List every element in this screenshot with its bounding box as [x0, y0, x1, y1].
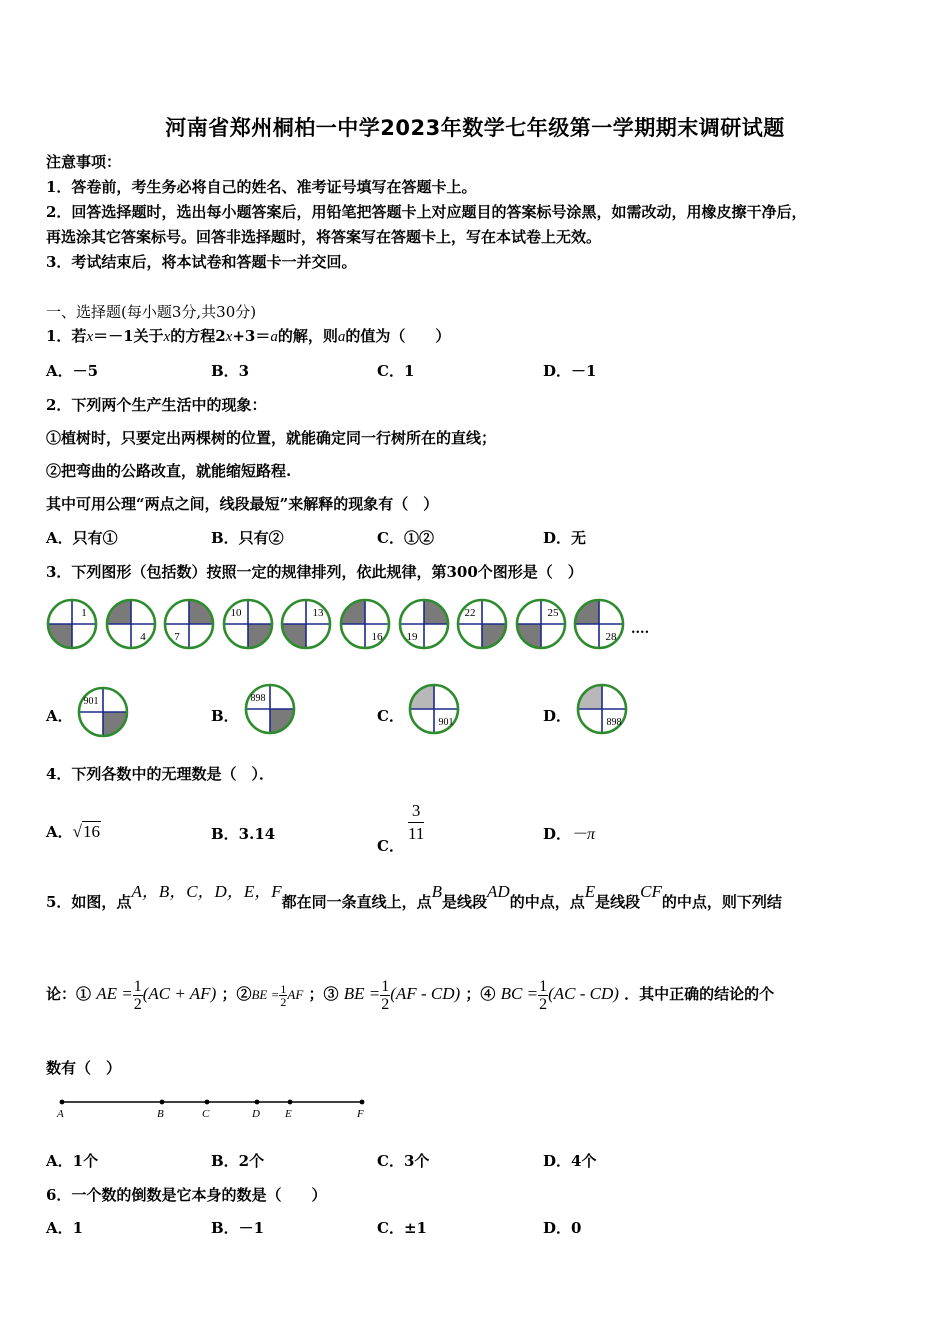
question-5-stem: 5．如图，点A，B，C，D，E，F都在同一条直线上，点B是线段AD的中点，点E是线段CF的中点，则下列结: [46, 882, 782, 911]
point-b: [160, 1100, 165, 1105]
figure-number: 4: [139, 631, 146, 643]
quadrant-circle-figure: [46, 598, 98, 650]
quadrant-circle-figure: [573, 598, 625, 650]
q3-figure-13: [280, 598, 332, 654]
point-a: [60, 1100, 65, 1105]
q3-option-b-label: B．: [211, 707, 239, 725]
quadrant-circle-figure: [339, 598, 391, 650]
q3-option-a-figure: [77, 686, 129, 742]
section-heading: 一、选择题(每小题3分,共30分): [46, 303, 257, 321]
quadrant-circle-figure: [280, 598, 332, 650]
label-f: F: [357, 1108, 364, 1120]
fraction-half: $\frac{1}{2}$: [381, 977, 390, 1013]
q5-option-a: A．1个: [46, 1152, 99, 1170]
fraction-half: $\frac{1}{2}$: [280, 981, 287, 1009]
q3-ellipsis: ....: [631, 622, 650, 637]
figure-number: 898: [250, 693, 266, 704]
figure-number: 1: [81, 607, 87, 619]
quadrant-circle-figure: [105, 598, 157, 650]
q3-figure-19: [398, 598, 450, 654]
figure-number: 901: [438, 717, 454, 728]
q4-option-b: B．3.14: [211, 825, 276, 843]
quadrant-circle-figure: [398, 598, 450, 650]
point-c: [205, 1100, 210, 1105]
q2-option-a: A．只有①: [46, 529, 118, 547]
question-2-line: 其中可用公理“两点之间，线段最短”来解释的现象有（ ）: [46, 495, 439, 513]
q4-option-d: D．－π: [543, 825, 596, 843]
q3-option-b-figure: [244, 683, 296, 739]
figure-number: 28: [605, 631, 617, 643]
q3-figure-25: [515, 598, 567, 654]
question-2-line: ①植树时，只要定出两棵树的位置，就能确定同一行树所在的直线；: [46, 429, 497, 447]
point-f: [360, 1100, 365, 1105]
quadrant-circle-figure: [408, 683, 460, 735]
label-a: A: [57, 1108, 64, 1120]
q3-figure-1: [46, 598, 98, 654]
question-1-stem: 1．若x＝－1关于x的方程2x+3＝a的解，则a的值为（ ）: [46, 327, 451, 345]
q3-option-d-figure: [576, 683, 628, 739]
figure-number: 19: [406, 631, 418, 643]
q3-figure-4: [105, 598, 157, 654]
q5-option-d: D．4个: [543, 1152, 597, 1170]
question-4-stem: 4．下列各数中的无理数是（ ）．: [46, 765, 274, 783]
question-5-tail: 数有（ ）: [46, 1059, 122, 1077]
q6-option-b: B．－1: [211, 1219, 265, 1237]
notice-heading: 注意事项：: [46, 153, 122, 171]
q5-option-c: C．3个: [377, 1152, 430, 1170]
notice-item: 再选涂其它答案标号。回答非选择题时，将答案写在答题卡上，写在本试卷上无效。: [46, 228, 602, 246]
q2-option-b: B．只有②: [211, 529, 284, 547]
q1-option-d: D．－1: [543, 362, 597, 380]
q3-figure-10: [222, 598, 274, 654]
notice-item: 2．回答选择题时，选出每小题答案后，用铅笔把答题卡上对应题目的答案标号涂黑，如需改动，用橡皮擦干净后，: [46, 203, 807, 221]
question-2-line: ②把弯曲的公路改直，就能缩短路程.: [46, 462, 292, 480]
figure-number: 22: [464, 607, 476, 619]
q3-option-c-label: C．: [377, 707, 404, 725]
q3-figure-22: [456, 598, 508, 654]
q2-option-c: C．①②: [377, 529, 434, 547]
q5-number-line: [50, 1094, 380, 1124]
question-3-stem: 3．下列图形（包括数）按照一定的规律排列，依此规律，第300个图形是（ ）: [46, 563, 583, 581]
q6-option-c: C．±1: [377, 1219, 427, 1237]
question-5-conclusions: 论：① AE = $\frac{1}{2}$ (AC + AF) ；②BE = $\frac{1}{2}$ AF ；③ BE = $\frac{1}{2}$ (AF - CD) ；④ BC = $\frac{1}{2}$ (AC - CD) ．其中正确的结论的个: [46, 977, 775, 1013]
quadrant-circle-figure: [456, 598, 508, 650]
q1-option-a: A．－5: [46, 362, 99, 380]
q3-figure-sequence: [46, 598, 666, 652]
page-title: 河南省郑州桐柏一中学2023年数学七年级第一学期期末调研试题: [165, 116, 785, 140]
figure-number: 898: [606, 717, 622, 728]
question-2-stem: 2．下列两个生产生活中的现象：: [46, 396, 267, 414]
q3-figure-16: [339, 598, 391, 654]
quadrant-circle-figure: [515, 598, 567, 650]
figure-number: 16: [371, 631, 383, 643]
label-e: E: [285, 1108, 292, 1120]
label-b: B: [157, 1108, 164, 1120]
quadrant-circle-figure: [576, 683, 628, 735]
notice-item: 1．答卷前，考生务必将自己的姓名、准考证号填写在答题卡上。: [46, 178, 477, 196]
quadrant-circle-figure: [77, 686, 129, 738]
figure-number: 25: [547, 607, 559, 619]
quadrant-circle-figure: [244, 683, 296, 735]
q5-option-b: B．2个: [211, 1152, 265, 1170]
q3-figure-28: [573, 598, 625, 654]
q6-option-d: D．0: [543, 1219, 582, 1237]
label-d: D: [252, 1108, 260, 1120]
notice-item: 3．考试结束后，将本试卷和答题卡一并交回。: [46, 253, 357, 271]
q3-figure-7: [163, 598, 215, 654]
q2-option-d: D．无: [543, 529, 587, 547]
q3-option-d-label: D．: [543, 707, 572, 725]
q6-option-a: A．1: [46, 1219, 84, 1237]
q4-option-c: C． $\frac{3}{11}$: [377, 801, 425, 855]
figure-number: 7: [174, 631, 180, 643]
sqrt-expression: √16: [72, 822, 100, 841]
point-d: [255, 1100, 260, 1105]
fraction: $\frac{3}{11}$: [407, 801, 425, 843]
point-e: [288, 1100, 293, 1105]
quadrant-circle-figure: [163, 598, 215, 650]
figure-number: 901: [83, 696, 99, 707]
question-6-stem: 6．一个数的倒数是它本身的数是（ ）: [46, 1186, 327, 1204]
q3-option-c-figure: [408, 683, 460, 739]
quadrant-circle-figure: [222, 598, 274, 650]
q4-option-a: A．√16: [46, 822, 100, 841]
figure-number: 13: [312, 607, 324, 619]
fraction-half: $\frac{1}{2}$: [539, 977, 548, 1013]
q1-option-b: B．3: [211, 362, 250, 380]
label-c: C: [202, 1108, 210, 1120]
q3-option-a-label: A．: [46, 707, 73, 725]
fraction-half: $\frac{1}{2}$: [133, 977, 142, 1013]
q1-option-c: C．1: [377, 362, 415, 380]
figure-number: 10: [230, 607, 242, 619]
